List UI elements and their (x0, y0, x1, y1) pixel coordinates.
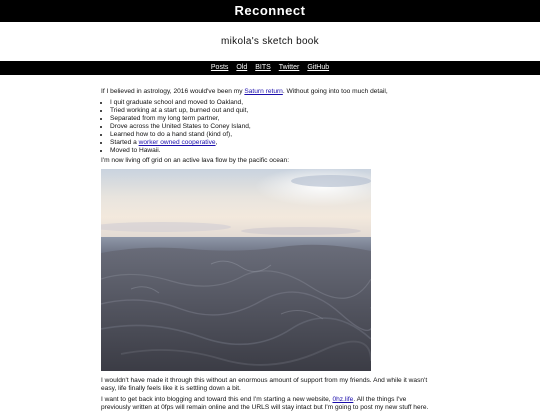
list-item-text: Started a (110, 139, 139, 146)
nav-bits-link[interactable]: BITS (255, 64, 271, 71)
intro-text: If I believed in astrology, 2016 would've been my (101, 88, 245, 95)
nav-github-link[interactable]: GitHub (307, 64, 330, 71)
events-list (101, 99, 436, 155)
list-item (110, 139, 436, 147)
intro-text-end: . Without going into too much detail, (282, 88, 388, 95)
saturn-return-link[interactable]: Saturn return (244, 88, 283, 95)
site-title: Reconnect (0, 0, 540, 22)
cooperative-link[interactable]: worker owned cooperative (138, 139, 216, 146)
list-item-text-end: , (215, 139, 218, 146)
closing-text: I want to get back into blogging and toward this end I'm starting a new website, (101, 396, 333, 403)
list-item: • Moved to Hawaii. (110, 147, 436, 155)
list-item: • I quit graduate school and moved to Oakland, (110, 99, 436, 107)
list-item: • Tried working at a start up, burned out and quit, (110, 107, 436, 115)
list-item: • Learned how to do a hand stand (kind of), (110, 131, 436, 139)
nav-posts-link[interactable]: Posts (210, 64, 229, 71)
support-paragraph: I wouldn't have made it through this without an enormous amount of support from my friends. And while it wasn't easy, life finally feels like it is settling down a bit. (101, 377, 428, 392)
post-content (101, 88, 436, 412)
nav-bar (0, 61, 540, 75)
living-paragraph: I'm now living off grid on an active lava flow by the pacific ocean: (101, 157, 290, 164)
list-item: • Separated from my long term partner, (110, 115, 436, 123)
intro-paragraph (101, 88, 436, 96)
closing-text-end: . All the things I've previously written at 0fps will remain online and the URLS will stay intact but I'm going to post my new stuff here. (101, 396, 429, 411)
nav-twitter-link[interactable]: Twitter (278, 64, 300, 71)
lava-flow-photo (101, 169, 371, 371)
new-site-link[interactable]: 0hz.life (332, 396, 354, 403)
closing-paragraph (101, 396, 436, 412)
list-item: • Drove across the United States to Coney Island, (110, 123, 436, 131)
site-subtitle: mikola's sketch book (221, 36, 319, 47)
nav-old-link[interactable]: Old (236, 64, 248, 71)
